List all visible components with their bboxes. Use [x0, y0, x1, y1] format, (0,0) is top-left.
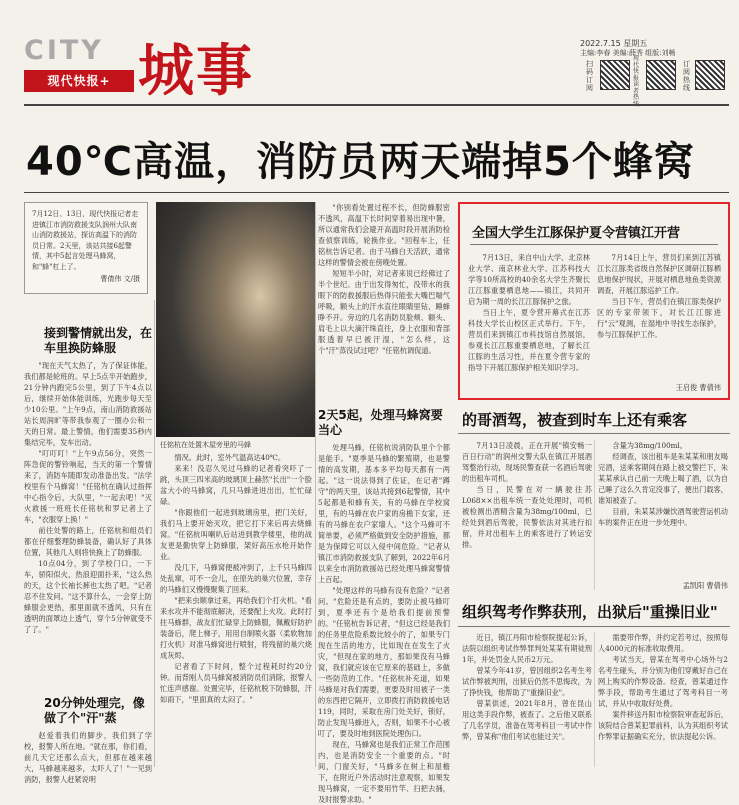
lead-text: 7月12日、13日，现代快报记者走进镇江市消防救援支队润州大队南山消防救援站，探访高温下的消防员日常。2天里，该站共接6起警情，其中5起言处理马蜂窝，和"蜂"杠上了。: [32, 210, 139, 271]
article-column-2: [160, 452, 312, 767]
paragraph: 10点04分，到了学校门口，一下车，骄阳似火，热浪迎面扑来，"这么热的天，这个长袖长裤也太热了吧。"记者忍不住发问。"这不算什么，一会穿上防蜂服会更热，那里面就不透风，只有在透明的面罩边上透气，穿个5分钟就受不了了。": [24, 559, 152, 634]
lead-byline: 曹倩伟 文/摄: [100, 275, 140, 283]
paragraph: "处理这样的马蜂有没有危险？"记者问。"危险还是有点的，要防止被马蜂叮到，夏季还有个是给我们提前预警的。"任铭杭告诉记者，"但这已经是我们的任务里危险系数比较小的了，如果专门现在生活的地方，比如现在在发生了火灾，"但现在家的地方，那如果没有马蜂窝，我们就应该在它原来的基础上，多做一些防范的工作。"任铭杭补充道，如果马蜂是对我们需要，更要及时用被子一类的东西把它隔开，立即拨打消防救援电话119，同时，采取在房门处关好，锁好，防止发现马蜂进入，否则，如果不小心被叮了，要及时地到医院处理伤口。: [318, 586, 450, 738]
paragraph: 7月13日凌晨，正在开展"镇安畅一百日行动"的润州交警大队在镇江开展酒驾整治行动，现场民警查获一名酒后驾驶的出租车司机。: [462, 441, 592, 483]
paragraph: 考试当天，曾某在驾考中心场外与2名考生碰头，并分别为他们穿戴好自己在网上购买的作弊设备。经查，曾某通过作弊手段，帮助考生通过了驾考科目一考试，并从中收取好处费。: [598, 655, 728, 708]
paragraph: 需要带作弊，并约定若考过，按照每人4000元的标准收取费用。: [598, 633, 728, 653]
article-divider: [458, 433, 730, 434]
article-column-3: [318, 202, 450, 407]
article-title-drink-driving: 的哥酒驾，被查到时车上还有乘客: [462, 411, 688, 429]
column-rule: [154, 300, 155, 767]
paragraph: 现在，马蜂窝也是我们正常工作范围内，也是消防安全一个重要的点。"时间，门窗关好，"马蜂多在树上和屋檐下，在附近户外活动时注意观察，如果发现马蜂窝，一定不要用竹竿、扫把去捅，及时报警求助。": [318, 740, 450, 804]
drink-article-col-a: [462, 440, 592, 590]
column-rule: [594, 440, 595, 590]
exam-article-col-b: [598, 632, 728, 767]
article-column-1b: [24, 730, 152, 784]
article-column-1: [24, 360, 152, 695]
paragraph: 7月13日，来自中山大学、北京林业大学、南京林业大学、江苏科技大学等10所高校的40余名大学生齐聚长江江豚重要栖息地——镇江，共同开启为期一周的长江江豚保护之旅。: [468, 253, 590, 306]
paragraph: 曾某供述，2021年8月，曾在昆山用这类手段作弊，被查了。之后他又联系了几名学员，准备在驾考科目一考试中作弊，曾某称"他们考试也能过关"。: [462, 699, 592, 741]
box-divider: [470, 244, 718, 245]
highlighted-article-col-a: [468, 252, 590, 394]
qr-code-icon: [646, 60, 676, 90]
paragraph: 当日，民警在对一辆驶往苏L068××出租车统一查处处理时，司机被检测出酒精含量为38mg/100ml，已经处到酒后驾驶，民警依法对其进行扣留，并对出租车上的乘客进行了转运安排。: [462, 485, 592, 549]
column-rule: [594, 632, 595, 767]
paragraph: 当日上午，夏令营开幕式在江苏科技大学长山校区正式举行。下午，营员们来到镇江市科技馆自然展馆，参观长江江豚重要栖息地，了解长江江豚的生活习性，并在夏令营专家的指导下开展江豚保护相关知识学习。: [468, 308, 590, 372]
section-city-label: CITY: [24, 35, 104, 66]
headline-divider: [24, 192, 729, 193]
qr-hotline-label: 现代快报读者热: [633, 55, 640, 101]
subheading-1: 接到警情就出发，在车里换防蜂服: [44, 326, 153, 355]
masthead-divider: [24, 104, 729, 106]
paragraph: 处理马蜂，任铭杭说消防队里个个都是能手。"夏季是马蜂的繁殖期，也是警情的高发期，基本多平均每天都有一两起。"这一说法得到了佐证，在记者"蹲守"的两天里，该站共接到6起警情，其中5起都是和蜂有关，有的马蜂在学校窝里，有的马蜂在农户家的房檐下女家，还有的马蜂在农户家墙人。"这个马蜂可不简单要，必须严格做到安全防护措施，都是为保障它可以入侵中间危险。"记者从镇江市消防救援支队了解到，2022年6月以来全市消防救援站已经处理马蜂窝警情上百起。: [318, 443, 450, 584]
paragraph: 7月14日上午，营员们来到江苏镇江长江豚类省级自然保护区调研江豚栖息地保护现状，开展对栖息地鱼类资源调查，开展江豚巡护工作。: [597, 253, 721, 295]
drink-article-byline: 孟凯阳 曹倩伟: [682, 581, 728, 590]
lead-summary: [24, 202, 148, 294]
paragraph: "现在天气太热了，为了保证体能，我们都是轮班的。早上5点半开始跑步，21分钟内跑完5公里，到了下午4点以后，继续开始体能训练，光跑步每天至少10公里。"上午9点，南山消防救援站站长周润旷等带我参观了一圈办公和一天的日常。最上警情，他们需要35秒内集结完毕，发车出动。: [24, 361, 152, 447]
editors-credit: 主编:李春 美编:薛秀 组版:刘畅: [580, 49, 676, 57]
exam-article-col-a: [462, 632, 592, 767]
photo-caption: 任铭杭在处置木屋旁里的马蜂: [160, 441, 251, 449]
paragraph: 没几下，马蜂窝便被冲到了，上千只马蜂四处乱窜，可不一会儿，在原先的巢穴位置，幸存的马蜂们又慢慢聚集了回来。: [160, 563, 312, 594]
qr-order-label: 订阅热线: [683, 60, 690, 92]
column-rule: [315, 202, 316, 767]
paragraph: "叮叮叮！"上午9点56分，突然一阵急促的警铃响起，当天的第一个警情来了，消防车随即发动准备出发。"法学校里有个马蜂窝！"任铭杭在确认过指挥中心指令后，大队里，"一起去吧！"灭火救援一班班长任铭杭和罗记者上了车，"衣服穿上换！": [24, 449, 152, 524]
paragraph: 案件移送丹阳市检察院审查起诉后，该院结合曾某犯罪前科，认为其组织考试作弊罪证据确实充分，依法提起公诉。: [598, 710, 728, 741]
paragraph: "你跟他们一起进到玻璃房里，把门关好，我们马上要开始灭攻，把它打下来后再去烧蜂窝。"任铭杭叫喇叭后站进到教学楼里，他的战友更是勤快穿上防蜂服，架好高压水枪开始作业。: [160, 508, 312, 561]
page-headline: 40℃高温，消防员两天端掉5个蜂窝: [26, 139, 695, 185]
paragraph: 经调查，该出租车是朱某某和朋友喝完酒，送乘客期间在路上被交警拦下，朱某某承认自己前一天晚上喝了酒，以为自己睡了这么久肯定没事了，便出门载客，谁知被查了。: [598, 452, 728, 505]
article-column-3b: [318, 442, 450, 804]
article-divider: [458, 626, 730, 627]
drink-article-col-b: [598, 440, 728, 578]
paragraph: 当日下午，营员们在镇江豚类保护区的专家带领下，对长江江豚进行"云"观测，在湿地中寻找生态保护，参与江豚保护工作。: [597, 297, 721, 339]
article-title-exam-cheating: 组织驾考作弊获刑，出狱后"重操旧业": [462, 603, 718, 621]
highlighted-article-title: 全国大学生江豚保护夏令营镇江开营: [472, 226, 681, 241]
brand-logo: 现代快报+: [24, 70, 134, 92]
firefighter-photo: [156, 202, 316, 437]
paragraph: "你别看处置过程不长，但防蜂服密不透风，高温下长时间穿着易出现中暑，所以通常我们会避开高温时段开展消防检查侦察训练，轮换作业。"回程车上，任铭杭告诉记者。由于马蜂白天活跃，通常这样的警情会被在傍晚处置。: [318, 203, 450, 267]
highlighted-article-byline: 王启俊 曹倩伟: [675, 383, 721, 392]
paragraph: 赵爱着我们的脚步，我们到了学校，报警人所在地。"就在那，你们看，前几天它还那么点大，但那在越来越大，马蜂越来越多，太吓人了！"一见到消防，报警人赶紧说明: [24, 731, 152, 784]
paragraph: 情况。此时，室外气温高达40℃。: [174, 453, 286, 462]
issue-date: 2022.7.15 星期五: [580, 39, 648, 48]
paragraph: 短短半小时，对记者来说已经佛过了半个世纪。由于出发得匆忙，没带水的我眼下的防救援服后热得只能张大嘴巴喘气呼吸，额头上的汗水直往眼睛里钻，睡蜂睁不开。旁边的几名消防员脸颊、额头、肩毛上以大滴汗珠直往，身上衣服和背部服透着早已被汗湿，"怎么样，这个"汗"蒸没试过吧？"任铭杭调侃道。: [318, 269, 450, 355]
paragraph: 含量为38mg/100ml。: [612, 441, 687, 450]
paragraph: 近日，镇江丹阳市检察院提起公诉，法院以组织考试作弊罪判处某某有期徒刑1年，并处罚金人民币2万元。: [462, 633, 592, 664]
paragraph: 来来！没忍久见过马蜂的记者看突吓了一跳，头顶三四米高的玻璃顶上赫然"长出"一个脸盆大小的马蜂窝，几只马蜂进进出出，忙忙碌碌。: [160, 464, 312, 506]
paragraph: 目前，朱某某涉嫌饮酒驾驶营运机动车的案件正在进一步处理中。: [598, 507, 728, 527]
paragraph: "把来虫顺拿过来，再给我们个打火机。"看来水攻并不能彻底解决，还要配上火攻。此时打拄马蜂群，战友们忙碌穿上防蜂服，佩戴好防护装备后，爬上梯子，用用自制喷火器（柔软物加打火机）对准马蜂窝进行喷射，将残留的巢穴烧成灰烬。: [160, 596, 312, 660]
paragraph: 曾某今年41岁，曾因组织2名考生考试作弊被判刑，出狱后仍然不思悔改，为了挣快钱，他帮助了"重操旧业"。: [462, 666, 592, 697]
highlighted-article-col-b: [597, 252, 721, 382]
subheading-3: 2天5起，处理马蜂窝要当心: [318, 408, 443, 437]
qr-code-icon: [600, 60, 630, 90]
paragraph: 前往处警的路上，任铭杭和组员们都在仔细整理防蜂装备，确认好了具体位置，其他几人则将快换上了防蜂服。: [24, 526, 152, 557]
section-title: 城事: [138, 39, 254, 104]
qr-code-icon: [695, 60, 725, 90]
qr-subscribe-label: 扫码订阅: [586, 60, 593, 92]
paragraph: 记者看了下时间，整个过程耗时约20分钟。而背刚人员马蜂窝被消防员们消除，报警人忙连声感谢。处置完毕，任铭杭脱下防蜂服，汗如雨下，"里面真的太闷了。": [160, 662, 312, 704]
subheading-2: 20分钟处理完，像做了个"汗"蒸: [44, 696, 145, 725]
